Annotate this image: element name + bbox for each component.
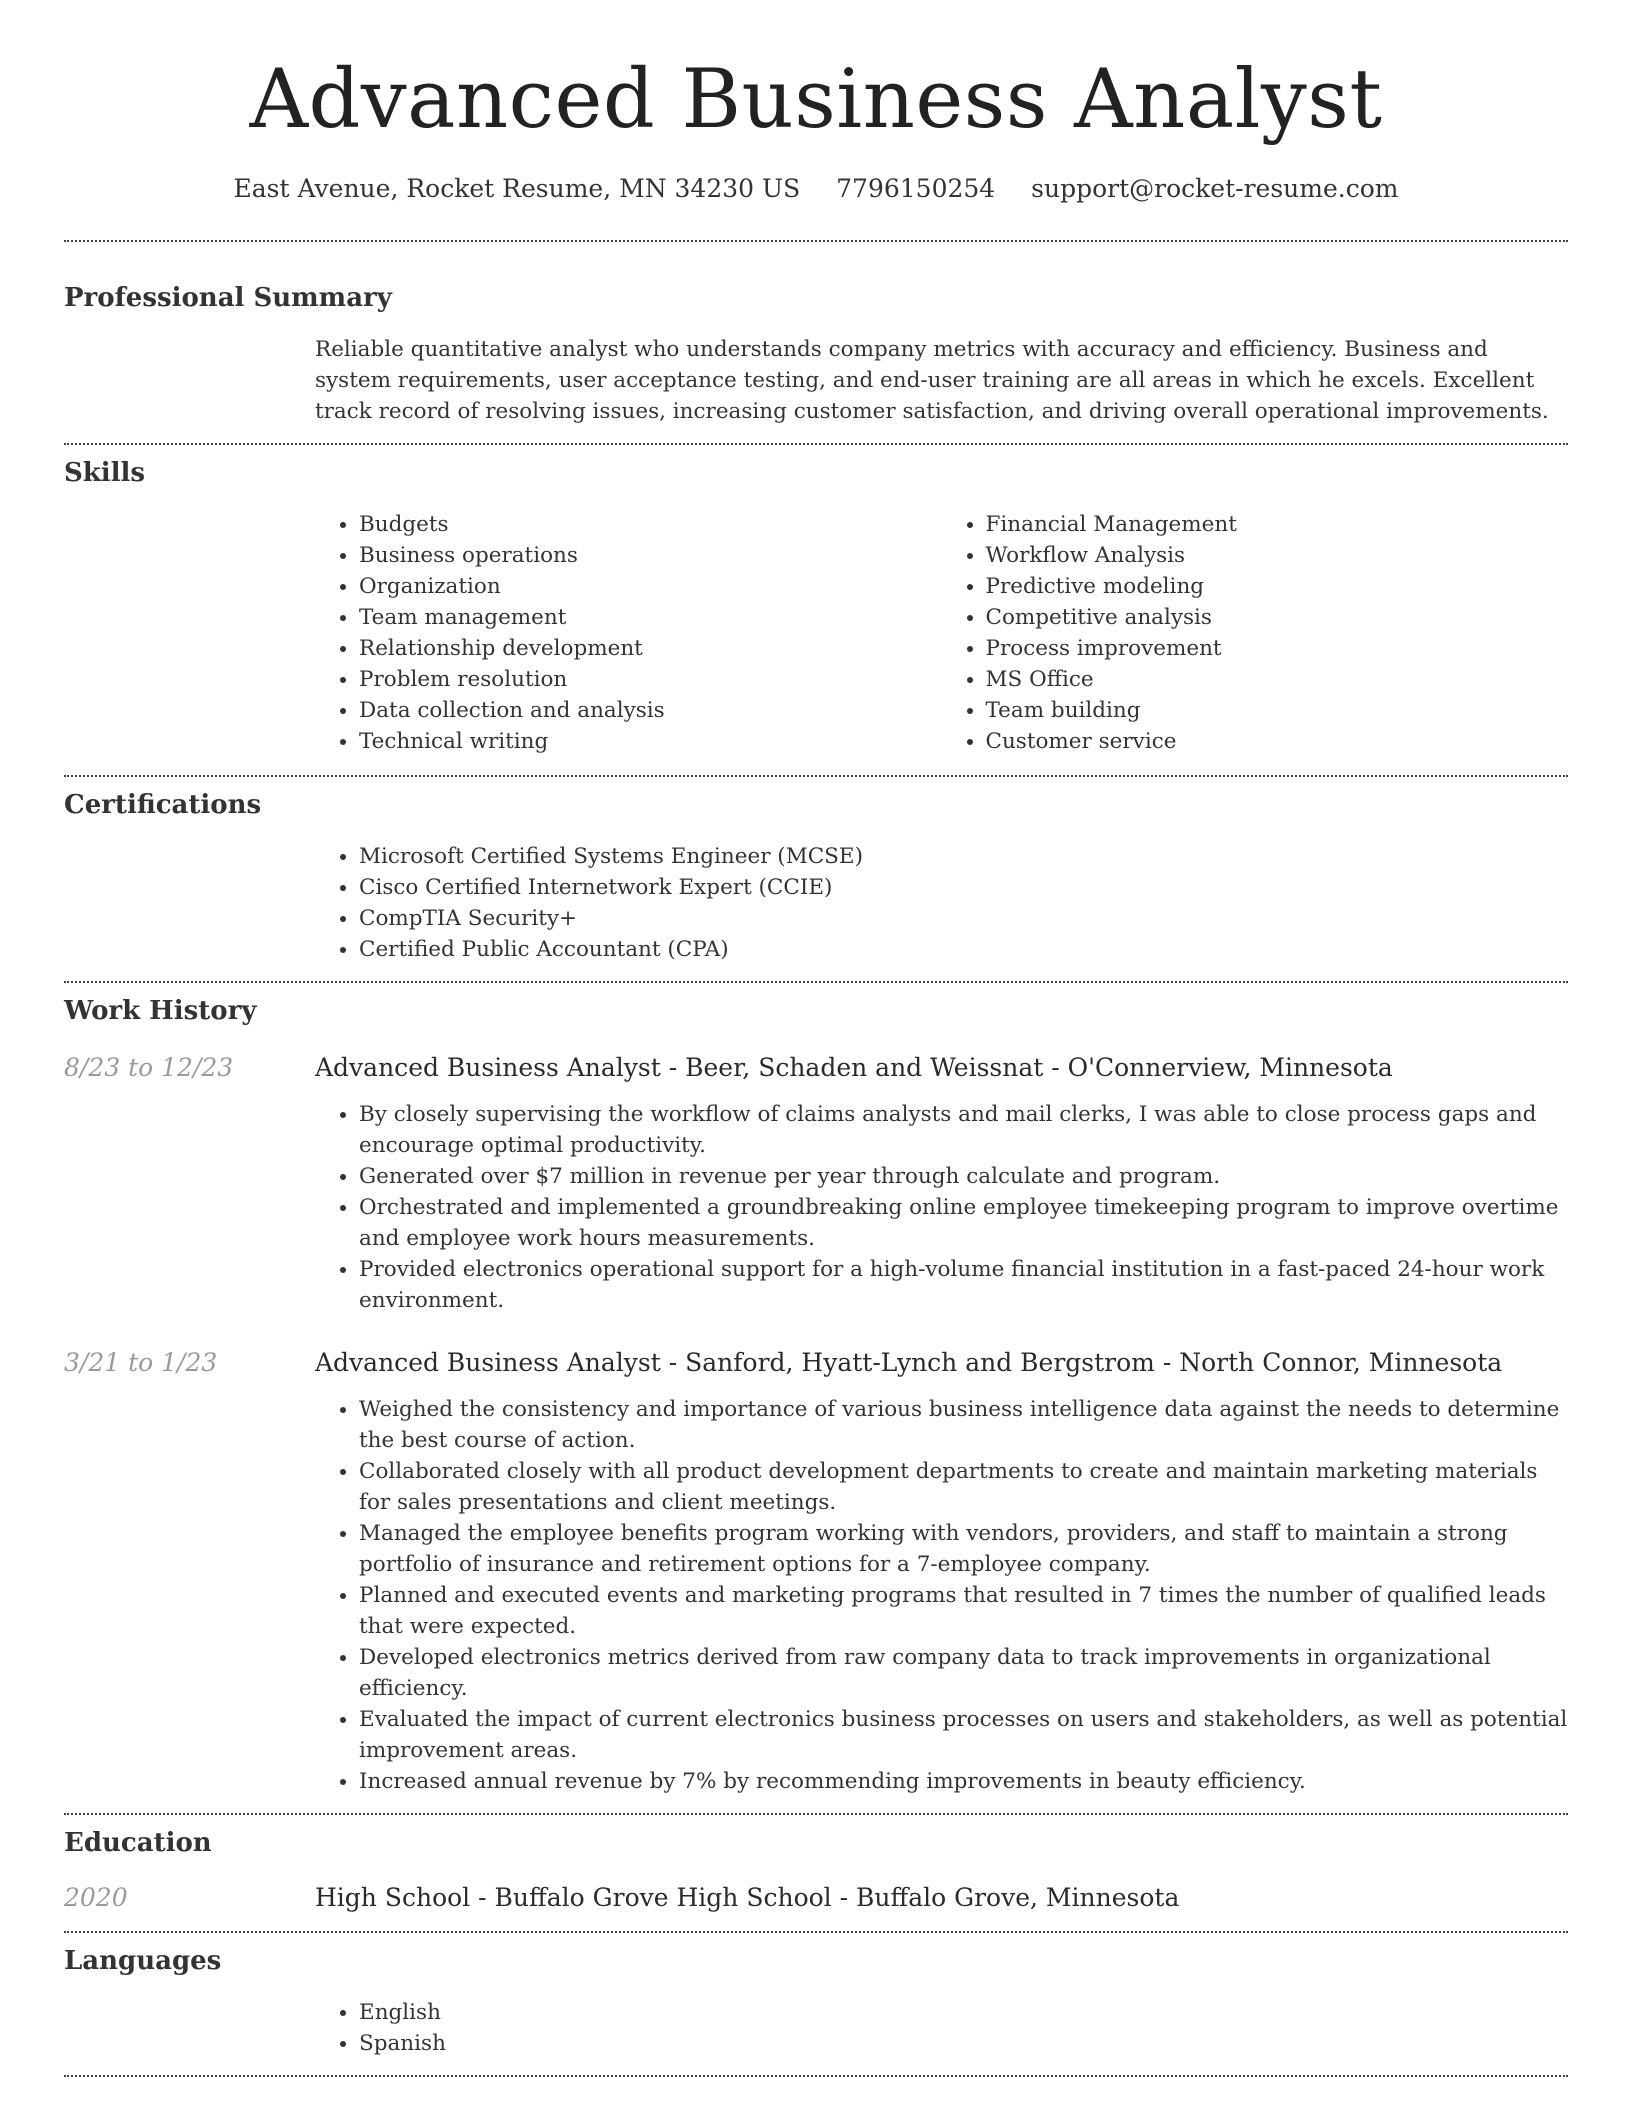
divider: [64, 2075, 1568, 2077]
job-bullet: • Managed the employee benefits program working with vendors, providers, and staff to maintain a strong portfolio of insurance and retirement options for a 7-employee company.: [359, 1518, 1568, 1580]
skill-item: • Budgets: [359, 509, 942, 540]
language-item: • English: [359, 1997, 1568, 2028]
job-bullet: • Increased annual revenue by 7% by recommending improvements in beauty efficiency.: [359, 1766, 1568, 1797]
skill-item: • MS Office: [986, 664, 1569, 695]
certification-item: • CompTIA Security+: [359, 903, 1568, 934]
contact-address: East Avenue, Rocket Resume, MN 34230 US: [233, 174, 801, 203]
divider: [64, 1931, 1568, 1933]
skill-item: • Predictive modeling: [986, 571, 1569, 602]
skill-item: • Organization: [359, 571, 942, 602]
job-date: 3/21 to 1/23: [64, 1348, 218, 1377]
job-bullet: • Weighed the consistency and importance of various business intelligence data against the needs to determine the best course of action.: [359, 1394, 1568, 1456]
education-section: [64, 1827, 1568, 1915]
job-bullet: • Orchestrated and implemented a groundbreaking online employee timekeeping program to improve overtime and employee work hours measurements.: [359, 1192, 1568, 1254]
language-item: • Spanish: [359, 2028, 1568, 2059]
certification-item: • Microsoft Certified Systems Engineer (MCSE): [359, 841, 1568, 872]
languages-section: [64, 1945, 1568, 2059]
job-bullet: • Planned and executed events and marketing programs that resulted in 7 times the number of qualified leads that were expected.: [359, 1580, 1568, 1642]
section-title-certifications: Certifications: [64, 790, 262, 820]
skill-item: • Financial Management: [986, 509, 1569, 540]
job-bullet: • By closely supervising the workflow of claims analysts and mail clerks, I was able to close process gaps and encourage optimal productivity.: [359, 1099, 1568, 1161]
skill-item: • Team management: [359, 602, 942, 633]
job-bullets: [315, 1394, 1568, 1797]
certifications-list: [315, 841, 1568, 965]
section-title-languages: Languages: [64, 1946, 222, 1976]
section-title-education: Education: [64, 1828, 212, 1858]
job-entry: [64, 1346, 1568, 1380]
education-entry: [64, 1881, 1568, 1915]
certifications-section: [64, 789, 1568, 965]
job-bullet: • Developed electronics metrics derived from raw company data to track improvements in organizational efficiency.: [359, 1642, 1568, 1704]
job-heading: Advanced Business Analyst - Beer, Schaden and Weissnat - O'Connerview, Minnesota: [315, 1053, 1393, 1082]
languages-list: [315, 1997, 1568, 2059]
skill-item: • Problem resolution: [359, 664, 942, 695]
work-section: [64, 995, 1568, 1797]
skill-item: • Process improvement: [986, 633, 1569, 664]
contact-phone: 7796150254: [836, 174, 996, 203]
skill-item: • Customer service: [986, 726, 1569, 757]
skill-item: • Relationship development: [359, 633, 942, 664]
certification-item: • Cisco Certified Internetwork Expert (CCIE): [359, 872, 1568, 903]
summary-section: [64, 282, 1568, 427]
candidate-name: Advanced Business Analyst: [249, 53, 1383, 147]
section-title-work: Work History: [64, 996, 257, 1026]
education-heading: High School - Buffalo Grove High School - Buffalo Grove, Minnesota: [315, 1883, 1180, 1912]
divider: [64, 981, 1568, 983]
skills-list-left: [315, 509, 942, 757]
job-bullet: • Collaborated closely with all product development departments to create and maintain marketing materials for sales presentations and client meetings.: [359, 1456, 1568, 1518]
divider: [64, 443, 1568, 445]
certification-item: • Certified Public Accountant (CPA): [359, 934, 1568, 965]
education-date: 2020: [64, 1883, 128, 1912]
job-date: 8/23 to 12/23: [64, 1053, 234, 1082]
divider: [64, 1813, 1568, 1815]
job-entry: [64, 1051, 1568, 1085]
summary-text: Reliable quantitative analyst who understands company metrics with accuracy and efficiency. Business and system requirements, user acceptance testing, and end-user training are all areas in which he excels. Excellent track record of resolving issues, increasing customer satisfaction, and driving overall operational improvements.: [315, 337, 1549, 424]
job-bullet: • Provided electronics operational support for a high-volume financial institution in a fast-paced 24-hour work environment.: [359, 1254, 1568, 1316]
divider: [64, 775, 1568, 777]
skill-item: • Team building: [986, 695, 1569, 726]
job-bullet: • Evaluated the impact of current electronics business processes on users and stakeholders, as well as potential improvement areas.: [359, 1704, 1568, 1766]
contact-email: support@rocket-resume.com: [1031, 174, 1399, 203]
skill-item: • Data collection and analysis: [359, 695, 942, 726]
section-title-summary: Professional Summary: [64, 283, 392, 313]
job-heading: Advanced Business Analyst - Sanford, Hyatt-Lynch and Bergstrom - North Connor, Minnesota: [315, 1348, 1503, 1377]
section-title-skills: Skills: [64, 458, 146, 488]
skill-item: • Workflow Analysis: [986, 540, 1569, 571]
job-bullet: • Generated over $7 million in revenue per year through calculate and program.: [359, 1161, 1568, 1192]
skill-item: • Technical writing: [359, 726, 942, 757]
job-bullets: [315, 1099, 1568, 1316]
skills-section: [64, 457, 1568, 757]
skill-item: • Competitive analysis: [986, 602, 1569, 633]
skills-list-right: [942, 509, 1569, 757]
divider: [64, 240, 1568, 242]
contact-line: [0, 174, 1632, 204]
skill-item: • Business operations: [359, 540, 942, 571]
